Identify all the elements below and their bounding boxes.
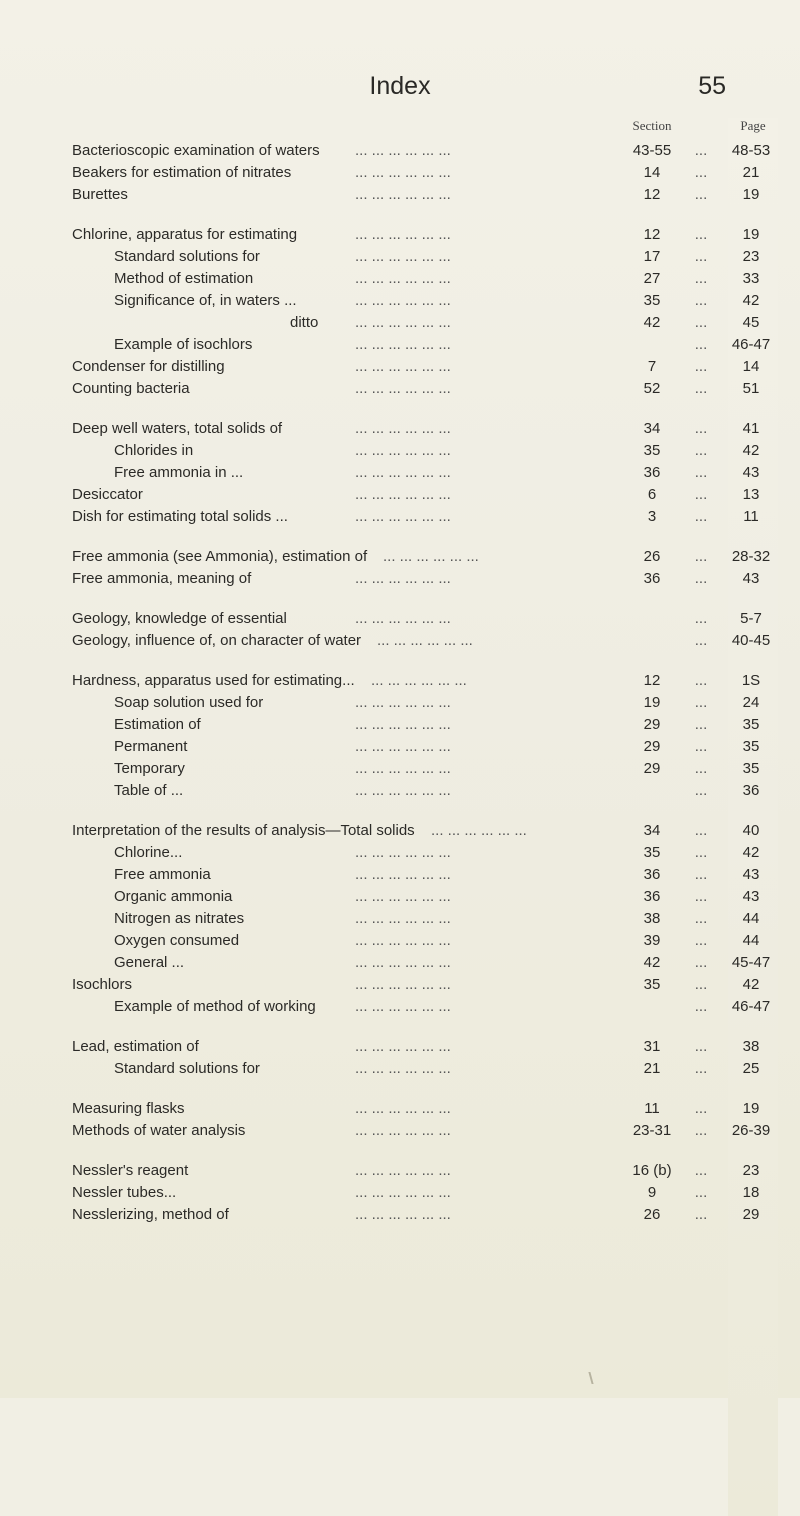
entry-section: 36	[643, 888, 661, 905]
entry-section: 16 (b)	[632, 1162, 672, 1179]
entry-label: Example of isochlors	[114, 336, 253, 353]
page-title: Index	[369, 72, 431, 100]
entry-leader-dots-short: ...	[694, 358, 708, 375]
entry-label: Hardness, apparatus used for estimating...	[72, 672, 355, 689]
entry-leader-dots-short: ...	[694, 142, 708, 159]
entry-page: 38	[742, 1038, 760, 1055]
entry-leader-dots-short: ...	[694, 1038, 708, 1055]
index-entry-list	[0, 140, 800, 1226]
entry-leader-dots-short: ...	[694, 1100, 708, 1117]
entry-leader-dots-short: ...	[694, 672, 708, 689]
entry-leader-dots: ... ... ... ... ... ...	[355, 420, 451, 437]
page-column-header: Page	[728, 118, 778, 1516]
index-entry	[0, 1182, 800, 1204]
entry-label: Isochlors	[72, 976, 133, 993]
entry-section: 35	[643, 844, 661, 861]
entry-page: 19	[742, 226, 760, 243]
entry-leader-dots-short: ...	[694, 164, 708, 181]
index-entry	[0, 162, 800, 184]
entry-leader-dots-short: ...	[694, 186, 708, 203]
entry-leader-dots: ... ... ... ... ... ...	[355, 1038, 451, 1055]
index-entry	[0, 820, 800, 842]
index-entry	[0, 290, 800, 312]
entry-leader-dots: ... ... ... ... ... ...	[355, 910, 451, 927]
entry-section: 29	[643, 760, 661, 777]
entry-leader-dots-short: ...	[694, 486, 708, 503]
entry-page: 35	[742, 738, 760, 755]
index-entry	[0, 506, 800, 528]
entry-label: Bacterioscopic examination of waters	[72, 142, 320, 159]
entry-page: 28-32	[731, 548, 771, 565]
index-entry	[0, 608, 800, 630]
entry-label: Free ammonia (see Ammonia), estimation of	[72, 548, 368, 565]
entry-page: 44	[742, 932, 760, 949]
entry-leader-dots: ... ... ... ... ... ...	[355, 976, 451, 993]
index-entry	[0, 1036, 800, 1058]
entry-label: Burettes	[72, 186, 128, 203]
entry-label: Desiccator	[72, 486, 143, 503]
entry-label: Counting bacteria	[72, 380, 190, 397]
index-entry	[0, 418, 800, 440]
index-entry	[0, 1098, 800, 1120]
entry-section: 36	[643, 464, 661, 481]
entry-label: Nessler tubes...	[72, 1184, 177, 1201]
entry-leader-dots-short: ...	[694, 888, 708, 905]
entry-page: 41	[742, 420, 760, 437]
entry-leader-dots: ... ... ... ... ... ...	[355, 998, 451, 1015]
entry-section: 29	[643, 738, 661, 755]
index-entry	[0, 630, 800, 652]
entry-leader-dots: ... ... ... ... ... ...	[355, 164, 451, 181]
entry-label: Interpretation of the results of analysis—Total solids	[72, 822, 415, 839]
entry-section: 12	[643, 186, 661, 203]
entry-leader-dots: ... ... ... ... ... ...	[355, 248, 451, 265]
entry-leader-dots: ... ... ... ... ... ...	[355, 610, 451, 627]
index-entry	[0, 462, 800, 484]
entry-label: Geology, influence of, on character of water	[72, 632, 362, 649]
entry-label: Free ammonia, meaning of	[72, 570, 252, 587]
entry-leader-dots-short: ...	[694, 760, 708, 777]
entry-page: 43	[742, 464, 760, 481]
entry-page: 40-45	[731, 632, 771, 649]
entry-section: 43-55	[632, 142, 672, 159]
entry-label: Chlorides in	[114, 442, 194, 459]
entry-leader-dots-short: ...	[694, 998, 708, 1015]
index-entry	[0, 268, 800, 290]
index-entry	[0, 484, 800, 506]
entry-page: 35	[742, 716, 760, 733]
entry-section: 26	[643, 1206, 661, 1223]
entry-leader-dots: ... ... ... ... ... ...	[355, 464, 451, 481]
entry-leader-dots: ... ... ... ... ... ...	[355, 1122, 451, 1139]
entry-page: 33	[742, 270, 760, 287]
entry-leader-dots: ... ... ... ... ... ...	[355, 1100, 451, 1117]
entry-leader-dots-short: ...	[694, 738, 708, 755]
entry-leader-dots-short: ...	[694, 632, 708, 649]
entry-leader-dots: ... ... ... ... ... ...	[355, 888, 451, 905]
entry-section: 39	[643, 932, 661, 949]
entry-label: Estimation of	[114, 716, 201, 733]
entry-section: 35	[643, 292, 661, 309]
index-entry	[0, 996, 800, 1018]
entry-leader-dots: ... ... ... ... ... ...	[355, 782, 451, 799]
entry-leader-dots-short: ...	[694, 822, 708, 839]
entry-page: 46-47	[731, 998, 771, 1015]
entry-leader-dots: ... ... ... ... ... ...	[355, 738, 451, 755]
page-header	[0, 72, 800, 104]
entry-leader-dots-short: ...	[694, 570, 708, 587]
entry-label: Free ammonia in ...	[114, 464, 244, 481]
entry-label: Condenser for distilling	[72, 358, 225, 375]
entry-section: 12	[643, 226, 661, 243]
entry-page: 42	[742, 442, 760, 459]
entry-section: 52	[643, 380, 661, 397]
entry-label: Standard solutions for	[114, 248, 260, 265]
index-entry	[0, 692, 800, 714]
entry-section: 19	[643, 694, 661, 711]
entry-leader-dots-short: ...	[694, 442, 708, 459]
entry-leader-dots-short: ...	[694, 976, 708, 993]
entry-page: 36	[742, 782, 760, 799]
entry-page: 23	[742, 248, 760, 265]
entry-label: Table of ...	[114, 782, 184, 799]
entry-label: Geology, knowledge of essential	[72, 610, 287, 627]
entry-section: 38	[643, 910, 661, 927]
entry-leader-dots: ... ... ... ... ... ...	[355, 292, 451, 309]
entry-page: 40	[742, 822, 760, 839]
entry-leader-dots-short: ...	[694, 1122, 708, 1139]
entry-label: Example of method of working	[114, 998, 316, 1015]
entry-page: 24	[742, 694, 760, 711]
entry-leader-dots: ... ... ... ... ... ...	[355, 486, 451, 503]
entry-leader-dots-short: ...	[694, 336, 708, 353]
entry-label: Method of estimation	[114, 270, 254, 287]
entry-leader-dots-short: ...	[694, 420, 708, 437]
entry-page: 48-53	[731, 142, 771, 159]
entry-leader-dots-short: ...	[694, 782, 708, 799]
entry-label: Permanent	[114, 738, 188, 755]
entry-page: 26-39	[731, 1122, 771, 1139]
entry-section: 6	[647, 486, 657, 503]
entry-leader-dots-short: ...	[694, 1060, 708, 1077]
entry-section: 21	[643, 1060, 661, 1077]
entry-page: 5-7	[740, 610, 762, 627]
index-entry	[0, 758, 800, 780]
index-entry	[0, 670, 800, 692]
entry-page: 13	[742, 486, 760, 503]
entry-leader-dots-short: ...	[694, 716, 708, 733]
index-entry	[0, 440, 800, 462]
entry-leader-dots-short: ...	[694, 844, 708, 861]
entry-section: 17	[643, 248, 661, 265]
entry-leader-dots: ... ... ... ... ... ...	[355, 358, 451, 375]
entry-page: 19	[742, 1100, 760, 1117]
entry-page: 43	[742, 866, 760, 883]
entry-page: 42	[742, 292, 760, 309]
entry-leader-dots-short: ...	[694, 954, 708, 971]
entry-leader-dots: ... ... ... ... ... ...	[355, 314, 451, 331]
index-entry	[0, 312, 800, 334]
entry-page: 18	[742, 1184, 760, 1201]
index-entry	[0, 974, 800, 996]
entry-section: 34	[643, 420, 661, 437]
entry-section: 27	[643, 270, 661, 287]
entry-leader-dots: ... ... ... ... ... ...	[355, 442, 451, 459]
entry-section: 34	[643, 822, 661, 839]
entry-leader-dots: ... ... ... ... ... ...	[355, 716, 451, 733]
entry-page: 14	[742, 358, 760, 375]
entry-section: 3	[647, 508, 657, 525]
entry-page: 43	[742, 888, 760, 905]
entry-leader-dots: ... ... ... ... ... ...	[355, 380, 451, 397]
entry-leader-dots-short: ...	[694, 910, 708, 927]
entry-leader-dots-short: ...	[694, 226, 708, 243]
index-entry	[0, 546, 800, 568]
entry-leader-dots: ... ... ... ... ... ...	[355, 1162, 451, 1179]
entry-section: 42	[643, 314, 661, 331]
index-entry	[0, 1204, 800, 1226]
entry-page: 23	[742, 1162, 760, 1179]
entry-leader-dots-short: ...	[694, 508, 708, 525]
entry-leader-dots: ... ... ... ... ... ...	[355, 1184, 451, 1201]
entry-leader-dots: ... ... ... ... ... ...	[355, 570, 451, 587]
entry-leader-dots: ... ... ... ... ... ...	[355, 844, 451, 861]
entry-leader-dots: ... ... ... ... ... ...	[355, 142, 451, 159]
index-entry	[0, 184, 800, 206]
entry-label: Deep well waters, total solids of	[72, 420, 283, 437]
entry-leader-dots: ... ... ... ... ... ...	[355, 760, 451, 777]
entry-section: 29	[643, 716, 661, 733]
entry-leader-dots-short: ...	[694, 1184, 708, 1201]
entry-page: 51	[742, 380, 760, 397]
index-entry	[0, 224, 800, 246]
entry-leader-dots: ... ... ... ... ... ...	[377, 632, 473, 649]
entry-leader-dots-short: ...	[694, 610, 708, 627]
entry-leader-dots-short: ...	[694, 380, 708, 397]
entry-label: Temporary	[114, 760, 185, 777]
entry-label: Chlorine...	[114, 844, 183, 861]
index-entry	[0, 1160, 800, 1182]
index-entry	[0, 356, 800, 378]
index-entry	[0, 930, 800, 952]
entry-leader-dots: ... ... ... ... ... ...	[355, 1060, 451, 1077]
entry-page: 44	[742, 910, 760, 927]
entry-leader-dots: ... ... ... ... ... ...	[431, 822, 527, 839]
entry-label: Dish for estimating total solids ...	[72, 508, 288, 525]
section-column-header: Section	[632, 118, 672, 133]
entry-section: 31	[643, 1038, 661, 1055]
entry-label: Chlorine, apparatus for estimating	[72, 226, 298, 243]
entry-page: 45-47	[731, 954, 771, 971]
entry-leader-dots-short: ...	[694, 866, 708, 883]
entry-leader-dots: ... ... ... ... ... ...	[383, 548, 479, 565]
entry-label: Free ammonia	[114, 866, 211, 883]
entry-leader-dots-short: ...	[694, 694, 708, 711]
index-entry	[0, 568, 800, 590]
entry-label: Measuring flasks	[72, 1100, 185, 1117]
entry-leader-dots: ... ... ... ... ... ...	[355, 932, 451, 949]
entry-section: 11	[644, 1100, 660, 1117]
entry-label: Nesslerizing, method of	[72, 1206, 229, 1223]
entry-leader-dots: ... ... ... ... ... ...	[355, 694, 451, 711]
entry-page: 19	[742, 186, 760, 203]
entry-section: 23-31	[632, 1122, 672, 1139]
index-entry	[0, 334, 800, 356]
index-entry	[0, 952, 800, 974]
index-entry	[0, 714, 800, 736]
entry-page: 35	[742, 760, 760, 777]
entry-leader-dots-short: ...	[694, 1162, 708, 1179]
entry-label: General ...	[114, 954, 185, 971]
entry-leader-dots: ... ... ... ... ... ...	[371, 672, 467, 689]
entry-leader-dots: ... ... ... ... ... ...	[355, 866, 451, 883]
entry-leader-dots-short: ...	[694, 464, 708, 481]
entry-leader-dots-short: ...	[694, 314, 708, 331]
entry-leader-dots: ... ... ... ... ... ...	[355, 186, 451, 203]
entry-leader-dots: ... ... ... ... ... ...	[355, 508, 451, 525]
entry-page: 43	[742, 570, 760, 587]
entry-leader-dots-short: ...	[694, 270, 708, 287]
entry-leader-dots: ... ... ... ... ... ...	[355, 954, 451, 971]
index-entry	[0, 140, 800, 162]
entry-label: Nitrogen as nitrates	[114, 910, 245, 927]
entry-section: 14	[643, 164, 661, 181]
entry-page: 21	[742, 164, 760, 181]
entry-section: 36	[643, 866, 661, 883]
entry-section: 36	[643, 570, 661, 587]
entry-page: 1S	[741, 672, 761, 689]
entry-section: 7	[647, 358, 657, 375]
entry-leader-dots-short: ...	[694, 548, 708, 565]
index-entry	[0, 378, 800, 400]
entry-section: 42	[643, 954, 661, 971]
entry-label: Significance of, in waters ...	[114, 292, 297, 309]
entry-leader-dots: ... ... ... ... ... ...	[355, 336, 451, 353]
index-entry	[0, 1120, 800, 1142]
index-entry	[0, 908, 800, 930]
entry-label: ditto	[290, 314, 319, 331]
entry-label: Lead, estimation of	[72, 1038, 199, 1055]
entry-page: 25	[742, 1060, 760, 1077]
entry-label: Methods of water analysis	[72, 1122, 246, 1139]
entry-leader-dots-short: ...	[694, 932, 708, 949]
page-number: 55	[698, 72, 726, 100]
entry-leader-dots-short: ...	[694, 292, 708, 309]
entry-label: Beakers for estimation of nitrates	[72, 164, 292, 181]
entry-page: 46-47	[731, 336, 771, 353]
index-entry	[0, 736, 800, 758]
entry-label: Standard solutions for	[114, 1060, 260, 1077]
paper-mark	[588, 1372, 597, 1384]
entry-label: Soap solution used for	[114, 694, 264, 711]
entry-section: 35	[643, 976, 661, 993]
index-entry	[0, 1058, 800, 1080]
entry-section: 12	[643, 672, 661, 689]
entry-label: Organic ammonia	[114, 888, 233, 905]
entry-leader-dots: ... ... ... ... ... ...	[355, 1206, 451, 1223]
entry-label: Oxygen consumed	[114, 932, 240, 949]
entry-leader-dots-short: ...	[694, 248, 708, 265]
entry-leader-dots-short: ...	[694, 1206, 708, 1223]
entry-label: Nessler's reagent	[72, 1162, 189, 1179]
index-entry	[0, 864, 800, 886]
entry-page: 42	[742, 976, 760, 993]
entry-section: 26	[643, 548, 661, 565]
entry-section: 35	[643, 442, 661, 459]
index-entry	[0, 780, 800, 802]
entry-leader-dots: ... ... ... ... ... ...	[355, 226, 451, 243]
entry-section: 9	[647, 1184, 657, 1201]
entry-leader-dots: ... ... ... ... ... ...	[355, 270, 451, 287]
index-entry	[0, 246, 800, 268]
entry-page: 42	[742, 844, 760, 861]
index-entry	[0, 842, 800, 864]
entry-page: 45	[742, 314, 760, 331]
entry-page: 29	[742, 1206, 760, 1223]
entry-page: 11	[743, 508, 759, 525]
index-entry	[0, 886, 800, 908]
